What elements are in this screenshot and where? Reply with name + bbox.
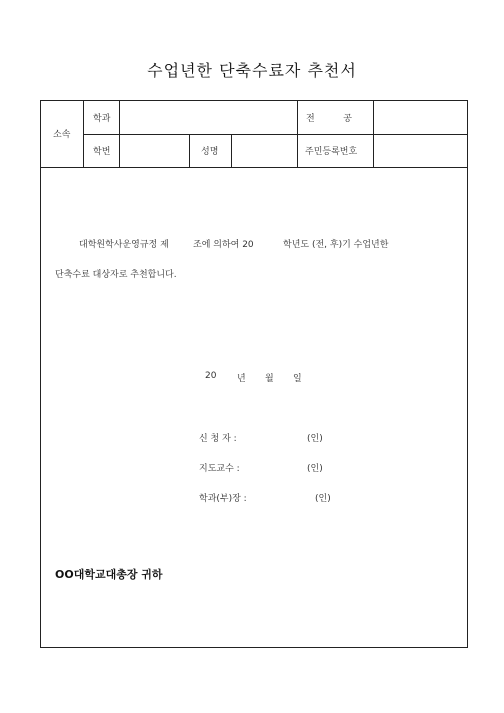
major-field[interactable] <box>374 102 466 133</box>
major-label: 전 공 <box>306 114 352 124</box>
body-text-part2: 조에 의하여 20 <box>193 240 254 250</box>
department-head-label: 학과(부)장 : <box>199 494 247 504</box>
addressee: OO대학교대총장 귀하 <box>55 568 163 581</box>
advisor-label: 지도교수 : <box>199 464 240 474</box>
info-table <box>41 101 467 168</box>
resident-id-field[interactable] <box>374 135 466 166</box>
recommendation-form <box>40 100 468 648</box>
advisor-seal: (인) <box>307 464 323 474</box>
name-field[interactable] <box>232 135 296 166</box>
body-text-line2: 단축수료 대상자로 추천합니다. <box>55 270 177 280</box>
name-label: 성명 <box>201 147 219 157</box>
body-text-part3: 학년도 (전, 후)기 수업년한 <box>283 240 389 250</box>
date-year-unit: 년 <box>237 374 246 384</box>
student-id-field[interactable] <box>120 135 188 166</box>
body-text-part1: 대학원학사운영규정 제 <box>79 240 169 250</box>
applicant-label: 신 청 자 : <box>199 434 237 444</box>
resident-id-label: 주민등록번호 <box>305 147 358 157</box>
table-divider <box>189 134 190 167</box>
applicant-seal: (인) <box>307 434 323 444</box>
student-id-label: 학번 <box>93 147 111 157</box>
date-month-unit: 월 <box>265 374 274 384</box>
department-head-seal: (인) <box>315 494 331 504</box>
date-year: 20 <box>205 371 217 381</box>
affiliation-label: 소속 <box>53 130 71 140</box>
date-day-unit: 일 <box>293 374 302 384</box>
page-title: 수업년한 단축수료자 추천서 <box>147 61 357 80</box>
department-field[interactable] <box>120 102 296 133</box>
department-label: 학과 <box>93 114 111 124</box>
